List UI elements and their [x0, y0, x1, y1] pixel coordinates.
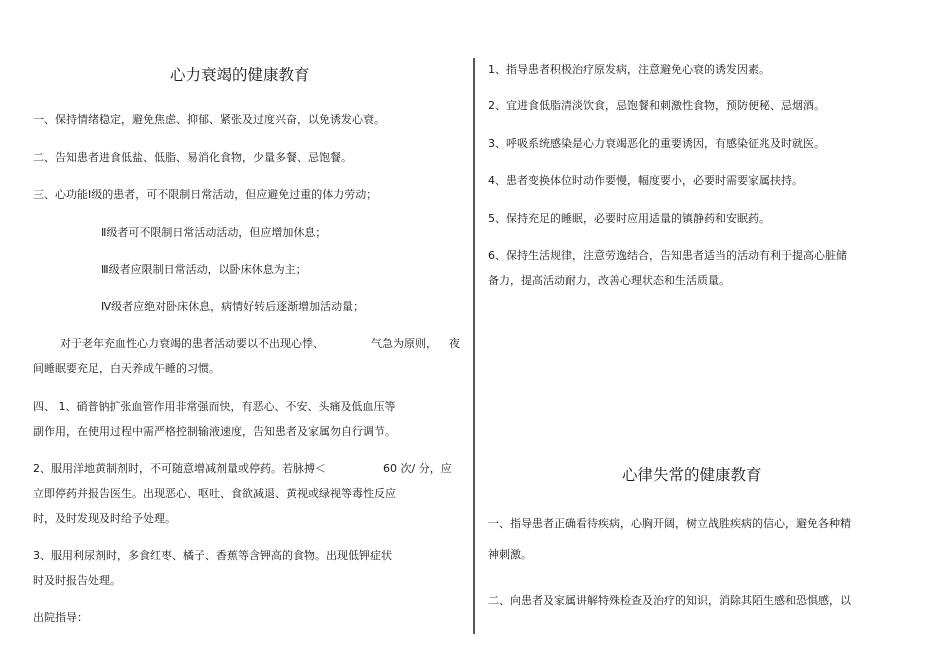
med3-line2: 时及时报告处理。 — [33, 574, 121, 587]
left-item-level-2: Ⅱ级者可不限制日常活动活动，但应增加休息； — [101, 226, 327, 239]
med2-line3: 时，及时发现及时给予处理。 — [33, 512, 176, 525]
discharge-heading: 出院指导： — [33, 611, 88, 624]
right-column — [476, 0, 950, 669]
elderly-line1-part3: 夜 — [449, 337, 460, 350]
column-divider — [473, 58, 475, 634]
left-item-3: 三、心功能Ⅰ级的患者，可不限制日常活动，但应避免过重的体力劳动； — [33, 188, 378, 201]
med2-line1-part2: 60 次/ 分，应 — [383, 462, 452, 475]
arrhythmia-item-1-line2: 神刺激。 — [488, 548, 532, 561]
left-title: 心力衰竭的健康教育 — [170, 66, 310, 84]
right-item-5: 5、保持充足的睡眠，必要时应用适量的镇静药和安眠药。 — [488, 212, 770, 225]
med3-line1: 3、服用利尿剂时，多食红枣、橘子、香蕉等含钾高的食物。出现低钾症状 — [33, 549, 392, 562]
right-item-2: 2、宜进食低脂清淡饮食，忌饱餐和刺激性食物，预防便秘、忌烟酒。 — [488, 99, 825, 112]
arrhythmia-item-1-line1: 一、指导患者正确看待疾病，心胸开阔，树立战胜疾病的信心，避免各种精 — [488, 517, 851, 530]
left-item-2: 二、告知患者进食低盐、低脂、易消化食物，少量多餐、忌饱餐。 — [33, 151, 352, 164]
right-item-6-line1: 6、保持生活规律，注意劳逸结合，告知患者适当的活动有利于提高心脏储 — [488, 249, 847, 262]
med2-line2: 立即停药并报告医生。出现恶心、呕吐、食欲减退、黄视或绿视等毒性反应 — [33, 487, 396, 500]
med1-line1: 四、 1、硝普钠扩张血管作用非常强而快，有恶心、不安、头痛及低血压等 — [33, 400, 396, 413]
med1-line2: 副作用，在使用过程中需严格控制输液速度，告知患者及家属勿自行调节。 — [33, 425, 396, 438]
med2-line1-part1: 2、服用洋地黄制剂时，不可随意增减剂量或停药。若脉搏＜ — [33, 462, 326, 475]
elderly-line1-part2: 气急为原则， — [371, 337, 437, 350]
right-title: 心律失常的健康教育 — [622, 466, 762, 484]
arrhythmia-item-2: 二、向患者及家属讲解特殊检查及治疗的知识，消除其陌生感和恐惧感，以 — [488, 594, 851, 607]
elderly-line1-part1: 对于老年充血性心力衰竭的患者活动要以不出现心悸、 — [60, 337, 324, 350]
right-item-1: 1、指导患者积极治疗原发病，注意避免心衰的诱发因素。 — [488, 63, 770, 76]
right-item-6-line2: 备力，提高活动耐力，改善心理状态和生活质量。 — [488, 274, 730, 287]
elderly-line2: 间睡眠要充足，白天养成午睡的习惯。 — [33, 362, 220, 375]
left-column — [0, 0, 473, 669]
left-item-level-3: Ⅲ级者应限制日常活动，以卧床休息为主； — [101, 263, 307, 276]
left-item-level-4: Ⅳ级者应绝对卧床休息，病情好转后逐渐增加活动量； — [101, 300, 365, 313]
right-item-4: 4、患者变换体位时动作要慢，幅度要小，必要时需要家属扶持。 — [488, 174, 803, 187]
right-item-3: 3、呼吸系统感染是心力衰竭恶化的重要诱因，有感染征兆及时就医。 — [488, 137, 825, 150]
left-item-1: 一、保持情绪稳定，避免焦虑、抑郁、紧张及过度兴奋，以免诱发心衰。 — [33, 113, 385, 126]
